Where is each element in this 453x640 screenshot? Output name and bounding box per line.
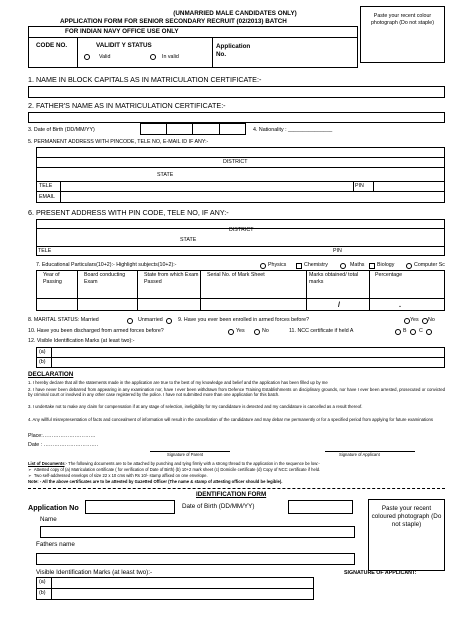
- documents-item-2-text: Two self-addressed envelops of size 22 x 10 cms with Rs 10/- stamp affixed on one envelope.: [33, 473, 208, 478]
- cut-line: [28, 488, 445, 489]
- computer-radio[interactable]: [406, 263, 412, 269]
- id-application-no-label: Application No: [28, 503, 79, 512]
- q9-yes-label: Yes: [410, 317, 419, 323]
- divider: [60, 181, 61, 203]
- q11-label: 11. NCC certificate if held A: [289, 328, 354, 334]
- q12-label: 12. Visible Identification Marks (at least two):-: [28, 338, 135, 344]
- percentage-dot: .: [399, 300, 401, 309]
- q8-label: 8. MARITAL STATUS: Married: [28, 317, 99, 323]
- nationality-label: 4. Nationality : _______________: [253, 127, 333, 133]
- dob-input[interactable]: [140, 123, 246, 135]
- ncc-a-radio[interactable]: [395, 329, 401, 335]
- documents-note: Note: - All the above certificates are to be attested by Gazetted Officer (The name & stamp of attesting officer should be legible).: [28, 479, 283, 484]
- mark-b-label: (b): [39, 359, 46, 365]
- ncc-b-label: B: [403, 328, 407, 334]
- divider: [51, 347, 52, 368]
- divider: [77, 37, 78, 68]
- q10-label: 10. Have you been discharged from armed forces before?: [28, 328, 164, 334]
- form-title: APPLICATION FORM FOR SENIOR SECONDARY RECRUIT (02/2013) BATCH: [60, 18, 287, 25]
- divider: [137, 270, 138, 311]
- mark-a-label: (a): [39, 349, 46, 355]
- invalid-radio[interactable]: [150, 54, 156, 60]
- present-address-box[interactable]: [36, 219, 445, 256]
- documents-item-1-text: Attested copy of (a) Matriculation certificate ( for verification of Date of Birth) (b) 10+2 mark sheet (c) Domicile certificate (d) Copy of NCC certificate if held.: [33, 467, 321, 472]
- q6-label: 6. PRESENT ADDRESS WITH PIN CODE, TELE NO, IF ANY:-: [28, 208, 229, 217]
- district-label: DISTRICT: [223, 159, 248, 165]
- unmarried-radio[interactable]: [166, 318, 172, 324]
- subject-maths: Maths: [350, 262, 365, 268]
- subject-chemistry: Chemistry: [304, 262, 328, 268]
- divider: [200, 270, 201, 311]
- col-state: State from which Exam Passed: [144, 272, 199, 285]
- q10-no-radio[interactable]: [254, 329, 260, 335]
- biology-checkbox[interactable]: [369, 263, 375, 269]
- divider: [369, 270, 370, 311]
- divider: [219, 123, 220, 135]
- photo-box-label: Paste your recent colour photograph (Do not staple): [370, 13, 434, 26]
- divider: [36, 298, 445, 299]
- col-serial: Serial No. of Mark Sheet: [207, 272, 265, 278]
- divider: [192, 123, 193, 135]
- divider: [373, 181, 374, 191]
- maths-radio[interactable]: [340, 263, 346, 269]
- q9-no-label: No: [428, 317, 435, 323]
- father-name-input[interactable]: [28, 112, 445, 123]
- declaration-p1: 1. I hereby declare that all the statements made in the application are true to the best of my knowledge and belief and the application has been filled up by me: [28, 380, 328, 385]
- divider: [36, 246, 445, 247]
- tele-label: TELE: [38, 248, 52, 254]
- tele-label: TELE: [39, 183, 53, 189]
- parent-signature-label: Signature of Parent: [167, 452, 204, 457]
- id-name-label: Name: [40, 516, 57, 523]
- divider: [306, 270, 307, 311]
- ncc-c-radio[interactable]: [426, 329, 432, 335]
- documents-intro: [28, 462, 320, 466]
- id-name-input[interactable]: [40, 526, 355, 538]
- valid-radio[interactable]: [84, 54, 90, 60]
- permanent-address-box[interactable]: [36, 147, 445, 203]
- declaration-p2: 2. I have never been debarred from appearing in any examination nor, have I ever been withdrawn from Defence Training Establishments on disciplinary grounds, nor have I ever been arrested, prosecuted or convicted by criminal court or involved in any other case registered by the police. I have not submitted more than one application for this batch.: [28, 387, 445, 398]
- physics-radio[interactable]: [260, 263, 266, 269]
- name-input[interactable]: [28, 86, 445, 98]
- divider: [353, 181, 354, 191]
- subject-biology: Biology: [377, 262, 395, 268]
- state-label: STATE: [180, 237, 197, 243]
- divider: [212, 37, 213, 68]
- q10-yes-radio[interactable]: [228, 329, 234, 335]
- valid-label: Valid: [99, 54, 111, 60]
- declaration-title: DECLARATION: [28, 371, 74, 378]
- id-marks-label: Visible Identification Marks (at least two):-: [36, 569, 153, 576]
- q10-yes-label: Yes: [236, 328, 245, 334]
- id-dob-label: Date of Birth (DD/MM/YY): [182, 503, 255, 510]
- divider: [36, 181, 445, 182]
- declaration-p3: 3. I undertake not to make any claim for compensation if at any stage of selection, ineligibility for my candidature is detected and my candidature is cancelled as a result thereof.: [28, 404, 363, 409]
- divider: [36, 588, 314, 589]
- office-use-heading: FOR INDIAN NAVY OFFICE USE ONLY: [65, 28, 179, 35]
- col-year: Year of Passing: [43, 272, 62, 285]
- col-percentage: Percentage: [375, 272, 403, 278]
- validity-status-label: VALIDIT Y STATUS: [96, 42, 152, 49]
- id-mark-a-label: (a): [39, 579, 46, 585]
- documents-item-2: ➢ Two self-addressed envelops of size 22 x 10 cms with Rs 10/- stamp affixed on one envelope.: [28, 473, 208, 478]
- declaration-p4: 4. Any willful misrepresentation of facts and concealment of information will result in the cancellation of the candidature and may debar me permanently or for a specified period from applying for future examinations: [28, 417, 434, 422]
- state-label: STATE: [157, 172, 174, 178]
- divider: [166, 123, 167, 135]
- ncc-b-radio[interactable]: [410, 329, 416, 335]
- email-label: EMAIL: [39, 194, 55, 200]
- divider: [51, 577, 52, 600]
- divider: [77, 270, 78, 311]
- divider: [36, 167, 445, 168]
- form-title-unmarried: (UNMARRIED MALE CANDIDATES ONLY): [173, 10, 297, 17]
- place-field[interactable]: Place:…………………………: [28, 433, 96, 439]
- married-radio[interactable]: [127, 318, 133, 324]
- divider: [36, 357, 445, 358]
- subject-physics: Physics: [268, 262, 287, 268]
- ncc-c-label: C: [419, 328, 423, 334]
- pin-label: PIN: [333, 248, 342, 254]
- id-signature-label: SIGNATURE OF APPLICANT:: [344, 570, 417, 576]
- invalid-label: In valid: [162, 54, 179, 60]
- id-fathers-name-label: Fathers name: [36, 541, 75, 548]
- district-label: DISTRICT: [229, 227, 254, 233]
- id-dob-input[interactable]: [288, 500, 353, 514]
- q2-label: 2. FATHER'S NAME AS IN MATRICULATION CERTIFICATE:-: [28, 101, 226, 110]
- divider: [36, 191, 445, 192]
- date-field[interactable]: Date : ………………………….: [28, 442, 99, 448]
- code-no-label: CODE NO.: [36, 42, 68, 49]
- id-mark-b-label: (b): [39, 590, 46, 596]
- q10-no-label: No: [262, 328, 269, 334]
- dob-label: 3. Date of Birth (DD/MM/YY): [28, 127, 95, 133]
- id-application-no-input[interactable]: [85, 500, 175, 514]
- unmarried-label: Unmarried: [138, 317, 163, 323]
- q9-label: 9. Have you ever been enrolled in armed forces before?: [178, 317, 310, 323]
- col-marks: Marks obtained/ total marks: [309, 272, 359, 285]
- id-fathers-name-input[interactable]: [36, 553, 355, 565]
- id-photo-box-label: Paste your recent coloured photograph (Do not staple): [371, 505, 442, 528]
- q7-label: 7. Educational Particulars(10+2):- Highlight subjects(10+2):-: [36, 262, 177, 268]
- id-form-title: IDENTIFICATION FORM: [196, 491, 267, 498]
- applicant-signature-label: Signature of Applicant: [339, 452, 380, 457]
- documents-item-1: ➢ Attested copy of (a) Matriculation certificate ( for verification of Date of Birth) (b) 10+2 mark sheet (c) Domicile certificate (d) Copy of NCC certificate if held.: [28, 467, 321, 472]
- documents-heading: List of Documents: [28, 461, 65, 466]
- chemistry-checkbox[interactable]: [296, 263, 302, 269]
- subject-computer: Computer Sc: [414, 262, 445, 268]
- q5-label: 5. PERMANENT ADDRESS WITH PINCODE, TELE NO, E-MAIL ID IF ANY:-: [28, 139, 209, 145]
- pin-label: PIN: [355, 183, 364, 189]
- marks-slash: /: [338, 300, 340, 309]
- documents-intro-text: :- The following documents are to be attached by punching and tying firmly with a strong thread to the application in the sequence be low:-: [64, 461, 320, 466]
- divider: [36, 157, 445, 158]
- q1-label: 1. NAME IN BLOCK CAPITALS AS IN MATRICULATION CERTIFICATE:-: [28, 75, 262, 84]
- application-no-label: Application No.: [216, 43, 251, 58]
- col-board: Board conducting Exam: [84, 272, 126, 285]
